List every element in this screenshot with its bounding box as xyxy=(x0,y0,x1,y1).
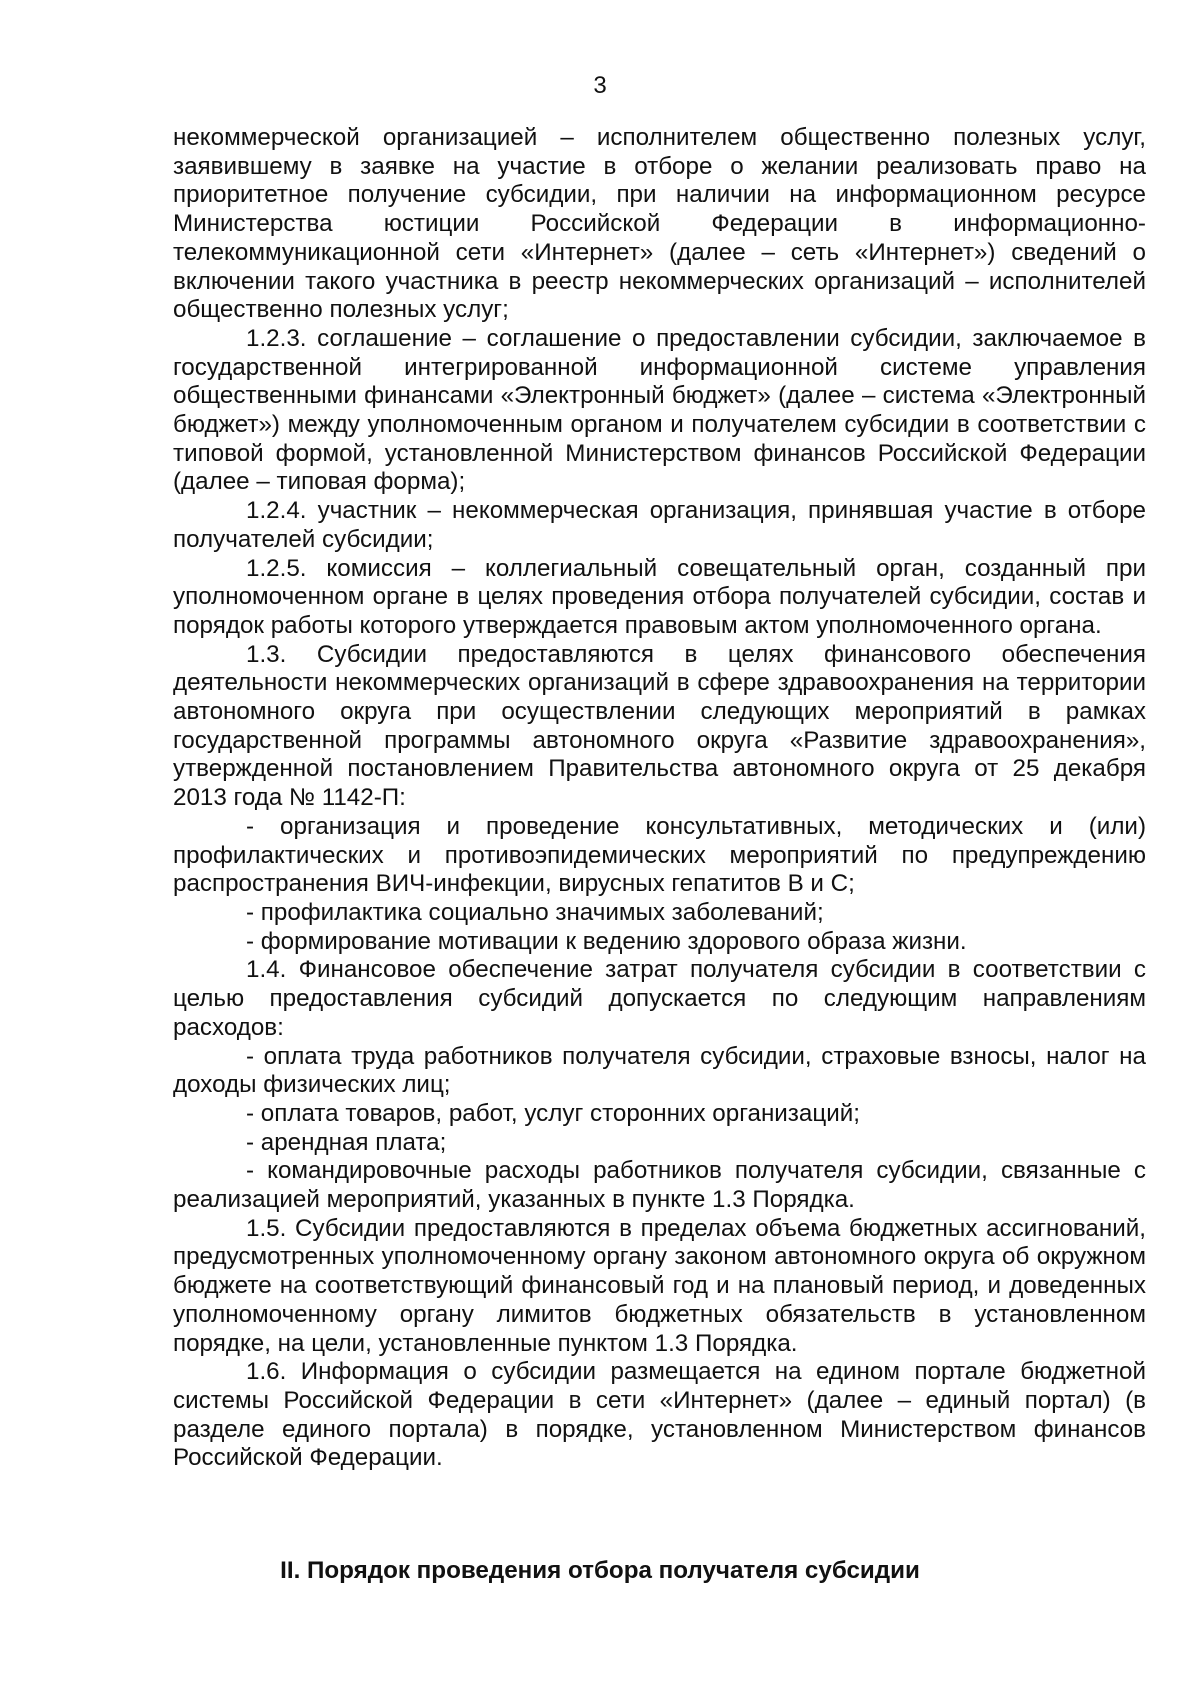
paragraph-1-5: 1.5. Субсидии предоставляются в пределах объема бюджетных ассигнований, предусмотренных уполномоченному органу законом автономного округа об окружном бюджете на соответствующий финансовый год и на плановый период, и доведенных уполномоченному органу лимитов бюджетных обязательств в установленном порядке, на цели, установленные пунктом 1.3 Порядка. xyxy=(173,1214,1146,1357)
list-item: - арендная плата; xyxy=(246,1128,447,1156)
paragraph-1-6: 1.6. Информация о субсидии размещается на едином портале бюджетной системы Российской Федерации в сети «Интернет» (далее – единый портал) (в разделе единого портала) в порядке, установленном Министерством финансов Российской Федерации. xyxy=(173,1358,1146,1472)
list-item: - организация и проведение консультативных, методических и (или) профилактических и противоэпидемических мероприятий по предупреждению распространения ВИЧ-инфекции, вирусных гепатитов В и С; xyxy=(173,812,1146,898)
list-item: - оплата труда работников получателя субсидии, страховые взносы, налог на доходы физических лиц; xyxy=(173,1042,1146,1099)
document-body xyxy=(173,124,1146,1473)
list-item: - оплата товаров, работ, услуг сторонних организаций; xyxy=(246,1099,860,1127)
list-item: - формирование мотивации к ведению здорового образа жизни. xyxy=(246,927,967,955)
section-heading: II. Порядок проведения отбора получателя субсидии xyxy=(280,1557,920,1584)
page-number: 3 xyxy=(593,72,607,99)
paragraph-1-2-5: 1.2.5. комиссия – коллегиальный совещательный орган, созданный при уполномоченном органе в целях проведения отбора получателей субсидии, состав и порядок работы которого утверждается правовым актом уполномоченного органа. xyxy=(173,554,1146,639)
paragraph-continuation: некоммерческой организацией – исполнителем общественно полезных услуг, заявившему в заявке на участие в отборе о желании реализовать право на приоритетное получение субсидии, при наличии на информационном ресурсе Министерства юстиции Российской Федерации в информационно-телекоммуникационной сети «Интернет» (далее – сеть «Интернет») сведений о включении такого участника в реестр некоммерческих организаций – исполнителей общественно полезных услуг; xyxy=(173,124,1146,324)
list-item: - командировочные расходы работников получателя субсидии, связанные с реализацией мероприятий, указанных в пункте 1.3 Порядка. xyxy=(173,1157,1146,1214)
paragraph-1-4: 1.4. Финансовое обеспечение затрат получателя субсидии в соответствии с целью предоставления субсидий допускается по следующим направлениям расходов: xyxy=(173,956,1146,1041)
list-item: - профилактика социально значимых заболеваний; xyxy=(246,898,824,926)
paragraph-1-3: 1.3. Субсидии предоставляются в целях финансового обеспечения деятельности некоммерческих организаций в сфере здравоохранения на территории автономного округа при осуществлении следующих мероприятий в рамках государственной программы автономного округа «Развитие здравоохранения», утвержденной постановлением Правительства автономного округа от 25 декабря 2013 года № 1142-П: xyxy=(173,640,1146,812)
paragraph-1-2-3: 1.2.3. соглашение – соглашение о предоставлении субсидии, заключаемое в государственной интегрированной информационной системе управления общественными финансами «Электронный бюджет» (далее – система «Электронный бюджет») между уполномоченным органом и получателем субсидии в соответствии с типовой формой, установленной Министерством финансов Российской Федерации (далее – типовая форма); xyxy=(173,324,1146,496)
paragraph-1-2-4: 1.2.4. участник – некоммерческая организация, принявшая участие в отборе получателей субсидии; xyxy=(173,497,1146,553)
